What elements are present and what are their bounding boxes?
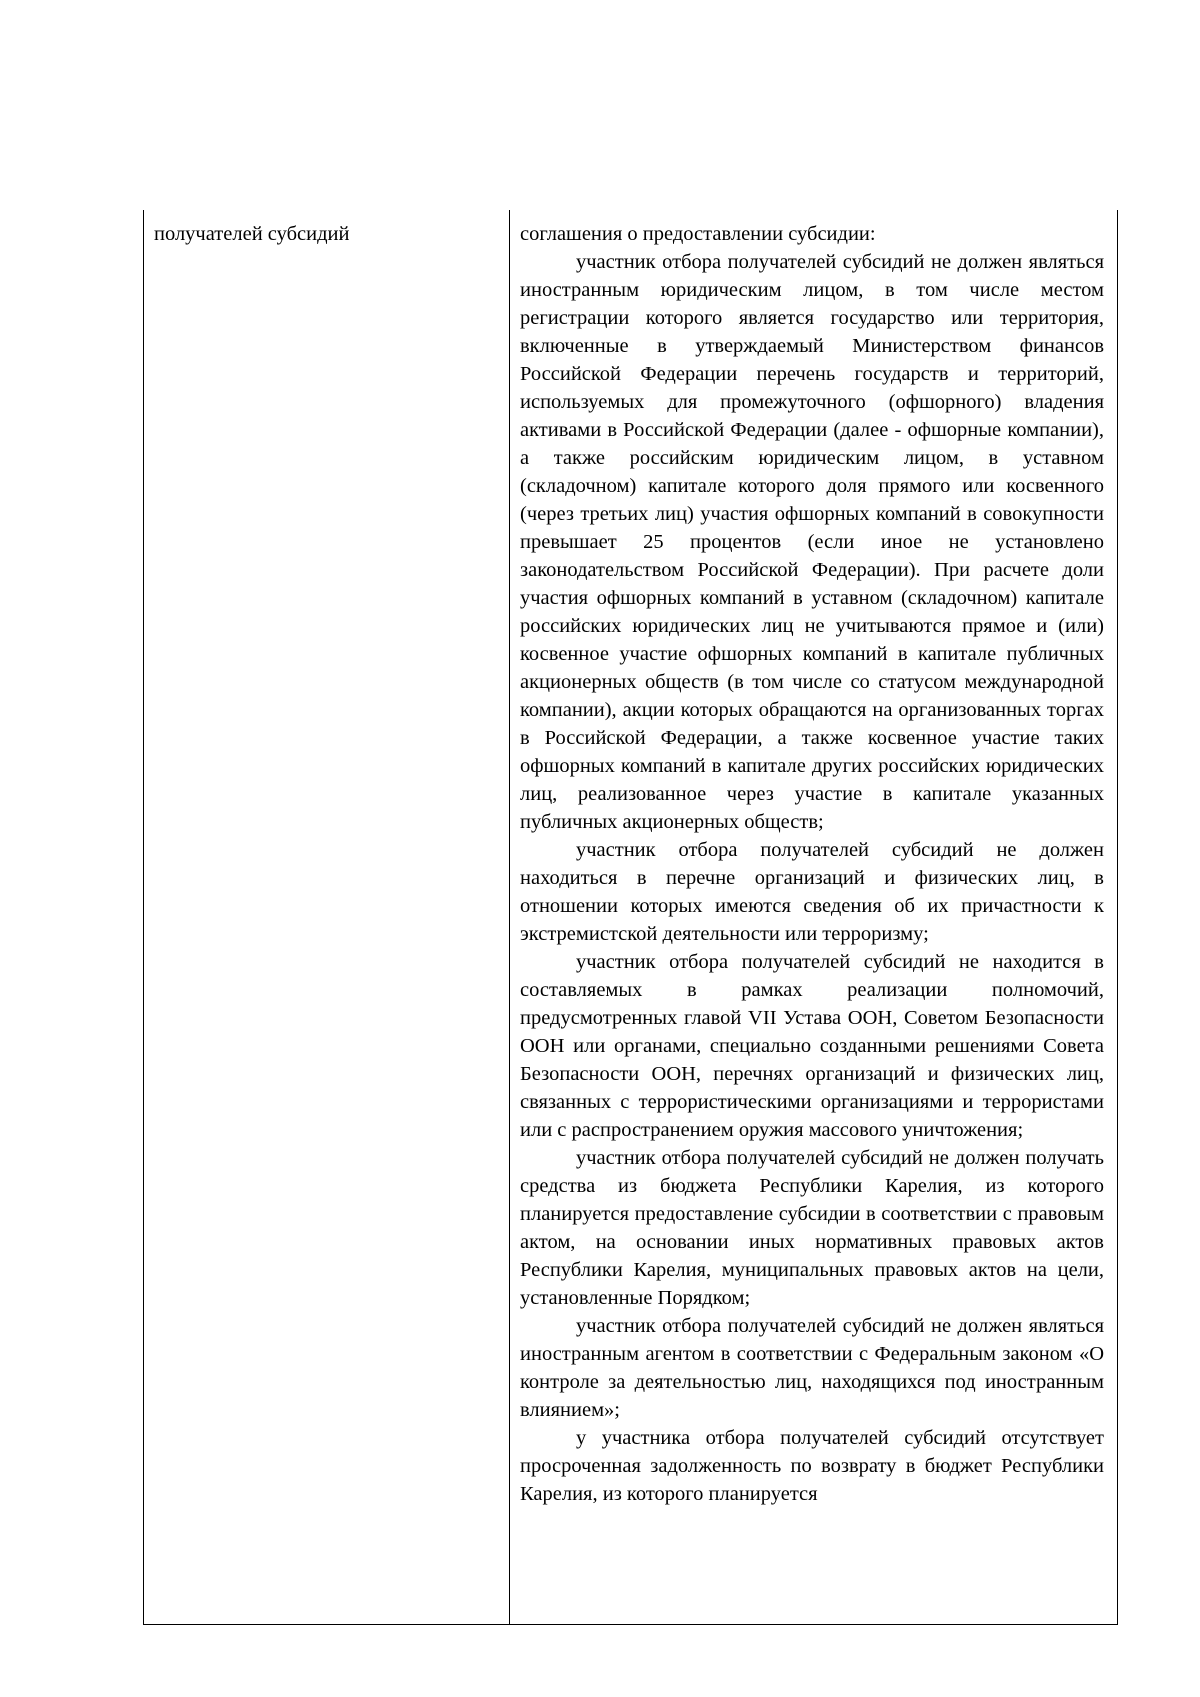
right-cell: [510, 210, 1118, 1625]
right-cell-text: [510, 210, 1117, 1508]
paragraph-1: соглашения о предоставлении субсидии:: [520, 223, 876, 245]
paragraph-6: участник отбора получателей субсидий не должен являться иностранным агентом в соответствии с Федеральным законом «О контроле за деятельностью лиц, находящихся под иностранным влиянием»;: [520, 1315, 1104, 1421]
left-cell-text: получателей субсидий: [154, 223, 350, 245]
paragraph-3: участник отбора получателей субсидий не должен находиться в перечне организаций и физических лиц, в отношении которых имеются сведения об их причастности к экстремистской деятельности или терроризму;: [520, 839, 1104, 945]
paragraph-5: участник отбора получателей субсидий не должен получать средства из бюджета Республики Карелия, из которого планируется предоставление субсидии в соответствии с правовым актом, на основании иных нормативных правовых актов Республики Карелия, муниципальных правовых актов на цели, установленные Порядком;: [520, 1147, 1104, 1309]
left-cell: [144, 210, 510, 1625]
paragraph-7: у участника отбора получателей субсидий отсутствует просроченная задолженность по возврату в бюджет Республики Карелия, из которого планируется: [520, 1427, 1104, 1505]
paragraph-4: участник отбора получателей субсидий не находится в составляемых в рамках реализации полномочий, предусмотренных главой VII Устава ООН, Советом Безопасности ООН или органами, специально созданными решениями Совета Безопасности ООН, перечнях организаций и физических лиц, связанных с террористическими организациями и террористами или с распространением оружия массового уничтожения;: [520, 951, 1104, 1141]
table-row: [144, 210, 1118, 1625]
document-table: [143, 210, 1118, 1625]
paragraph-2: участник отбора получателей субсидий не должен являться иностранным юридическим лицом, в том числе местом регистрации которого является государство или территория, включенные в утверждаемый Министерством финансов Российской Федерации перечень государств и территорий, используемых для промежуточного (офшорного) владения активами в Российской Федерации (далее - офшорные компании), а также российским юридическим лицом, в уставном (складочном) капитале которого доля прямого или косвенного (через третьих лиц) участия офшорных компаний в совокупности превышает 25 процентов (если иное не установлено законодательством Российской Федерации). При расчете доли участия офшорных компаний в уставном (складочном) капитале российских юридических лиц не учитываются прямое и (или) косвенное участие офшорных компаний в капитале публичных акционерных обществ (в том числе со статусом международной компании), акции которых обращаются на организованных торгах в Российской Федерации, а также косвенное участие таких офшорных компаний в капитале других российских юридических лиц, реализованное через участие в капитале указанных публичных акционерных обществ;: [520, 251, 1104, 833]
